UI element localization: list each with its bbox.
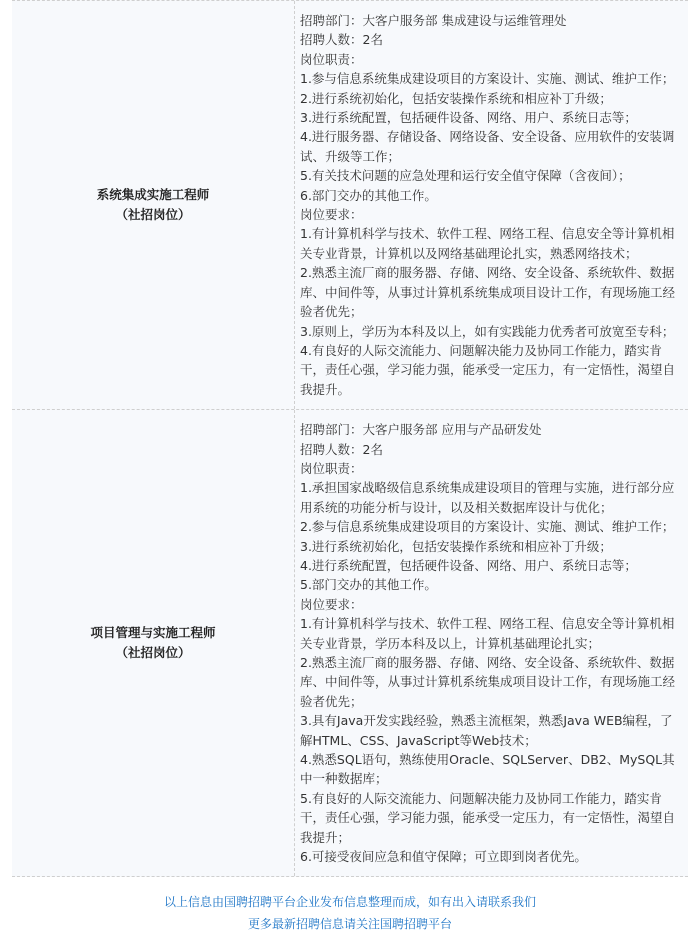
job-row — [12, 0, 688, 410]
job-subtitle: （社招岗位） — [115, 207, 191, 223]
description-line: 5.有关技术问题的应急处理和运行安全值守保障（含夜间）； — [300, 168, 631, 184]
description-line: 2.进行系统初始化，包括安装操作系统和相应补丁升级； — [300, 90, 612, 106]
description-line: 3.原则上，学历为本科及以上，如有实践能力优秀者可放宽至专科； — [300, 323, 675, 339]
job-table — [12, 0, 688, 877]
footer-notice — [0, 891, 700, 935]
description-line: 3.进行系统初始化，包括安装操作系统和相应补丁升级； — [300, 538, 612, 554]
job-title: 系统集成实施工程师 — [96, 187, 210, 203]
description-line: 4.有良好的人际交流能力、问题解决能力及协同工作能力，踏实肯干，责任心强，学习能力强，能承受一定压力，有一定悟性，渴望自我提升。 — [300, 342, 676, 397]
description-line: 1.有计算机科学与技术、软件工程、网络工程、信息安全等计算机相关专业背景，学历本科及以上，计算机基础理论扎实； — [300, 616, 675, 651]
description-line: 招聘部门：大客户服务部 应用与产品研发处 — [300, 422, 542, 438]
description-line: 6.可接受夜间应急和值守保障；可立即到岗者优先。 — [300, 849, 587, 865]
description-line: 岗位职责： — [300, 460, 363, 476]
description-line: 招聘人数：2名 — [300, 441, 383, 457]
job-description-cell — [295, 410, 688, 876]
description-line: 2.参与信息系统集成建设项目的方案设计、实施、测试、维护工作； — [300, 519, 675, 535]
description-line: 1.承担国家战略级信息系统集成建设项目的管理与实施，进行部分应用系统的功能分析与设计，以及相关数据库设计与优化； — [300, 480, 675, 515]
description-line: 3.具有Java开发实践经验，熟悉主流框架，熟悉Java WEB编程，了解HTML、CSS、JavaScript等Web技术； — [300, 713, 673, 748]
job-title-cell — [12, 410, 295, 876]
description-line: 5.有良好的人际交流能力、问题解决能力及协同工作能力，踏实肯干，责任心强，学习能力强，能承受一定压力，有一定悟性，渴望自我提升； — [300, 790, 676, 845]
job-title-cell — [12, 1, 295, 409]
description-line: 4.进行系统配置，包括硬件设备、网络、用户、系统日志等； — [300, 557, 637, 573]
description-line: 岗位要求： — [300, 596, 363, 612]
description-line: 4.熟悉SQL语句，熟练使用Oracle、SQLServer、DB2、MySQL其中一种数据库； — [300, 752, 675, 787]
footer-line-2[interactable]: 更多最新招聘信息请关注国聘招聘平台 — [247, 917, 452, 931]
description-line: 5.部门交办的其他工作。 — [300, 577, 437, 593]
job-row — [12, 410, 688, 877]
description-line: 4.进行服务器、存储设备、网络设备、安全设备、应用软件的安装调试、升级等工作； — [300, 129, 675, 164]
description-line: 岗位职责： — [300, 51, 363, 67]
job-title: 项目管理与实施工程师 — [90, 625, 216, 641]
description-line: 3.进行系统配置，包括硬件设备、网络、用户、系统日志等； — [300, 110, 637, 126]
description-line: 1.有计算机科学与技术、软件工程、网络工程、信息安全等计算机相关专业背景，计算机以及网络基础理论扎实，熟悉网络技术； — [300, 226, 675, 261]
description-line: 6.部门交办的其他工作。 — [300, 187, 437, 203]
description-line: 招聘人数：2名 — [300, 32, 383, 48]
description-line: 1.参与信息系统集成建设项目的方案设计、实施、测试、维护工作； — [300, 71, 675, 87]
description-line: 2.熟悉主流厂商的服务器、存储、网络、安全设备、系统软件、数据库、中间件等，从事过计算机系统集成项目设计工作，有现场施工经验者优先； — [300, 655, 676, 709]
description-line: 招聘部门：大客户服务部 集成建设与运维管理处 — [300, 13, 567, 28]
description-line: 岗位要求： — [300, 207, 363, 223]
job-description-cell — [295, 1, 688, 409]
description-line: 2.熟悉主流厂商的服务器、存储、网络、安全设备、系统软件、数据库、中间件等，从事过计算机系统集成项目设计工作，有现场施工经验者优先； — [300, 265, 676, 320]
job-subtitle: （社招岗位） — [115, 645, 191, 661]
footer-line-1[interactable]: 以上信息由国聘招聘平台企业发布信息整理而成，如有出入请联系我们 — [163, 895, 536, 909]
